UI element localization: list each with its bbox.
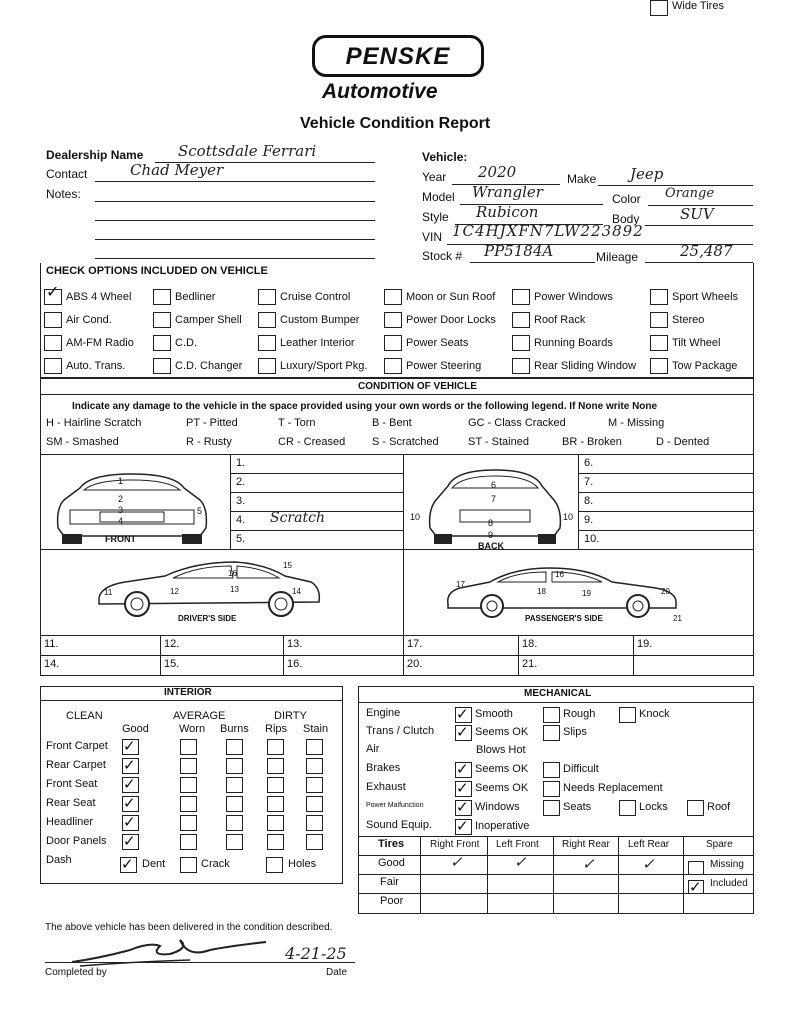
trans-ok-label: Seems OK — [475, 726, 529, 738]
front-num-2: 2 — [118, 494, 124, 504]
trans-slips-label: Slips — [563, 726, 587, 738]
divider — [518, 635, 519, 676]
tires-col-spare: Spare — [706, 839, 733, 850]
option-stereo-label: Stereo — [672, 314, 705, 326]
interior-row-label: Rear Carpet — [46, 759, 106, 771]
divider — [633, 635, 634, 676]
options-heading: CHECK OPTIONS INCLUDED ON VEHICLE — [46, 265, 268, 277]
sub-stain: Stain — [303, 723, 329, 735]
entry-label: 8. — [584, 495, 594, 507]
notes-line-1 — [95, 201, 375, 202]
mechanical-heading: MECHANICAL — [524, 688, 592, 699]
divider — [578, 492, 754, 493]
option-wide-tires-label: Wide Tires — [672, 0, 724, 12]
back-num-7: 7 — [491, 494, 497, 504]
power-seats-label: Seats — [563, 801, 592, 813]
engine-rough-checkbox[interactable] — [543, 707, 560, 723]
sound-inoperative-label: Inoperative — [475, 820, 530, 832]
option-sport-wheels-checkbox[interactable] — [650, 289, 668, 305]
legend-item: GC - Class Cracked — [468, 417, 566, 429]
option-custom-bumper-checkbox[interactable] — [258, 312, 276, 328]
divider — [40, 549, 754, 550]
divider — [403, 635, 404, 676]
legend-item: B - Bent — [372, 417, 412, 429]
interior-check: ✓ — [123, 737, 136, 755]
entry-label: 1. — [236, 457, 246, 469]
col-clean: CLEAN — [66, 710, 103, 722]
divider — [487, 836, 488, 914]
option-air-cond-label: Air Cond. — [66, 314, 112, 326]
pass-num-18: 18 — [537, 587, 546, 596]
engine-rough-label: Rough — [563, 708, 596, 720]
entry-label: 17. — [407, 638, 423, 650]
divider — [40, 394, 754, 395]
color-value[interactable]: Orange — [665, 186, 715, 201]
back-num-8: 8 — [488, 518, 494, 528]
option-power-seats-label: Power Seats — [406, 337, 469, 349]
contact-value[interactable]: Chad Meyer — [130, 161, 224, 179]
legend-item: M - Missing — [608, 417, 665, 429]
interior-checkbox[interactable] — [267, 758, 284, 774]
brakes-ok-check: ✓ — [456, 760, 469, 778]
front-num-4: 4 — [118, 516, 124, 526]
mech-row-label: Engine — [366, 707, 401, 719]
option-bedliner-label: Bedliner — [175, 291, 216, 303]
divider — [283, 635, 284, 676]
logo-text: PENSKE — [345, 43, 451, 70]
spare-missing-label: Missing — [710, 859, 744, 870]
tires-col-lf: Left Front — [496, 839, 539, 850]
option-camper-shell-checkbox[interactable] — [153, 312, 171, 328]
sound-inoperative-check: ✓ — [456, 817, 469, 835]
trans-slips-checkbox[interactable] — [543, 725, 560, 741]
interior-check: ✓ — [123, 756, 136, 774]
option-leather-interior-checkbox[interactable] — [258, 335, 276, 351]
date-value[interactable]: 4-21-25 — [285, 944, 347, 963]
option-tilt-wheel-checkbox[interactable] — [650, 335, 668, 351]
divider — [230, 492, 403, 493]
pass-num-19: 19 — [582, 589, 591, 598]
option-c-d-checkbox[interactable] — [153, 335, 171, 351]
divider — [160, 635, 161, 676]
trans-ok-check: ✓ — [456, 723, 469, 741]
entry-label: 9. — [584, 514, 594, 526]
option-power-windows-checkbox[interactable] — [512, 289, 530, 305]
tire-rr-good-mark[interactable]: ✓ — [582, 855, 595, 873]
date-label: Date — [326, 967, 348, 978]
dash-holes-checkbox[interactable] — [266, 857, 283, 873]
option-luxury-sport-pkg-label: Luxury/Sport Pkg. — [280, 360, 368, 372]
sub-worn: Worn — [179, 723, 206, 735]
front-num-5: 5 — [197, 506, 203, 516]
driver-num-15: 15 — [283, 561, 292, 570]
legend-item: H - Hairline Scratch — [46, 417, 142, 429]
entry-label: 19. — [637, 638, 653, 650]
divider — [40, 655, 754, 656]
interior-checkbox[interactable] — [180, 777, 197, 793]
interior-checkbox[interactable] — [267, 796, 284, 812]
engine-knock-checkbox[interactable] — [619, 707, 636, 723]
tires-heading: Tires — [378, 838, 405, 850]
power-locks-label: Locks — [639, 801, 668, 813]
legend-item: S - Scratched — [372, 436, 439, 448]
entry-label: 11. — [44, 638, 59, 650]
interior-checkbox[interactable] — [180, 796, 197, 812]
body-label: Body — [612, 212, 640, 226]
option-power-windows-label: Power Windows — [534, 291, 613, 303]
divider — [230, 473, 403, 474]
interior-row-label: Rear Seat — [46, 797, 96, 809]
divider — [40, 635, 754, 636]
contact-label: Contact — [46, 167, 88, 181]
interior-checkbox[interactable] — [180, 758, 197, 774]
dash-dent-check: ✓ — [121, 855, 134, 873]
option-am-fm-radio-checkbox[interactable] — [44, 335, 62, 351]
stock-label: Stock # — [422, 249, 463, 263]
entry-label: 3. — [236, 495, 246, 507]
tire-lf-good-mark[interactable]: ✓ — [514, 853, 527, 871]
option-roof-rack-checkbox[interactable] — [512, 312, 530, 328]
interior-checkbox[interactable] — [226, 834, 243, 850]
tires-row-fair: Fair — [380, 876, 399, 888]
interior-check: ✓ — [123, 794, 136, 812]
notes-line-3 — [95, 239, 375, 240]
brakes-difficult-checkbox[interactable] — [543, 762, 560, 778]
tires-row-poor: Poor — [380, 895, 404, 907]
mileage-label: Mileage — [596, 250, 639, 264]
interior-checkbox[interactable] — [306, 815, 323, 831]
divider — [683, 836, 684, 914]
spare-included-check: ✓ — [689, 878, 702, 896]
power-roof-checkbox[interactable] — [687, 800, 704, 816]
col-dirty: DIRTY — [274, 710, 307, 722]
interior-checkbox[interactable] — [180, 739, 197, 755]
interior-checkbox[interactable] — [306, 739, 323, 755]
divider — [578, 511, 754, 512]
year-value[interactable]: 2020 — [478, 163, 517, 181]
interior-row-label: Headliner — [46, 816, 94, 828]
interior-row-label: Dash — [46, 854, 72, 866]
pass-num-21: 21 — [673, 614, 682, 623]
divider — [358, 702, 754, 703]
delivery-statement: The above vehicle has been delivered in the condition described. — [45, 922, 333, 933]
passenger-side-label: PASSENGER'S SIDE — [525, 614, 603, 623]
dash-crack-label: Crack — [201, 858, 230, 870]
entry-label: 14. — [44, 658, 60, 670]
interior-checkbox[interactable] — [180, 834, 197, 850]
option-rear-sliding-window-label: Rear Sliding Window — [534, 360, 637, 372]
mech-row-label: Brakes — [366, 762, 401, 774]
engine-knock-label: Knock — [639, 708, 670, 720]
entry-label: 18. — [522, 638, 538, 650]
entry-label: 2. — [236, 476, 246, 488]
vehicle-heading: Vehicle: — [422, 150, 468, 164]
legend-item: T - Torn — [278, 417, 316, 429]
driver-side-label: DRIVER'S SIDE — [178, 614, 237, 623]
completed-by-label: Completed by — [45, 967, 107, 978]
divider — [618, 836, 619, 914]
entry-4-value[interactable]: Scratch — [270, 510, 325, 526]
power-locks-checkbox[interactable] — [619, 800, 636, 816]
dealership-label: Dealership Name — [46, 148, 144, 162]
make-value[interactable]: Jeep — [630, 165, 664, 183]
entry-label: 7. — [584, 476, 594, 488]
interior-check: ✓ — [123, 775, 136, 793]
back-label: BACK — [478, 541, 504, 551]
interior-check: ✓ — [123, 813, 136, 831]
stock-value[interactable]: PP5184A — [484, 242, 554, 260]
option-cruise-control-checkbox[interactable] — [258, 289, 276, 305]
option-power-door-locks-checkbox[interactable] — [384, 312, 402, 328]
page-title: Vehicle Condition Report — [300, 115, 491, 132]
legend-item: BR - Broken — [562, 436, 622, 448]
style-value[interactable]: Rubicon — [476, 203, 539, 221]
exhaust-ok-check: ✓ — [456, 779, 469, 797]
sub-burns: Burns — [220, 723, 249, 735]
option-power-steering-label: Power Steering — [406, 360, 482, 372]
power-roof-label: Roof — [707, 801, 731, 813]
engine-smooth-label: Smooth — [475, 708, 513, 720]
contact-line — [95, 181, 375, 182]
interior-row-label: Door Panels — [46, 835, 107, 847]
tires-row-good: Good — [378, 857, 405, 869]
engine-smooth-check: ✓ — [456, 705, 469, 723]
option-power-steering-checkbox[interactable] — [384, 358, 402, 374]
entry-label: 12. — [164, 638, 180, 650]
option-roof-rack-label: Roof Rack — [534, 314, 586, 326]
power-windows-check: ✓ — [456, 798, 469, 816]
sub-rips: Rips — [265, 723, 288, 735]
option-auto-trans-label: Auto. Trans. — [66, 360, 126, 372]
front-num-3: 3 — [118, 505, 124, 515]
dealership-value[interactable]: Scottsdale Ferrari — [178, 142, 317, 160]
driver-num-16: 16 — [228, 569, 237, 578]
interior-heading: INTERIOR — [164, 687, 212, 698]
divider — [40, 700, 343, 701]
interior-checkbox[interactable] — [306, 758, 323, 774]
option-c-d-label: C.D. — [175, 337, 197, 349]
divider — [553, 836, 554, 914]
option-moon-or-sun-roof-label: Moon or Sun Roof — [406, 291, 496, 303]
back-num-6: 6 — [491, 480, 497, 490]
signature-line — [45, 962, 355, 963]
mech-row-label: Power Malfunction — [366, 802, 424, 809]
logo-tagline: Automotive — [322, 80, 438, 103]
back-num-9: 9 — [488, 530, 494, 540]
pass-num-20: 20 — [661, 587, 670, 596]
interior-checkbox[interactable] — [180, 815, 197, 831]
option-am-fm-radio-label: AM-FM Radio — [66, 337, 134, 349]
divider — [578, 454, 579, 549]
divider — [230, 454, 231, 549]
interior-checkbox[interactable] — [267, 739, 284, 755]
option-sport-wheels-label: Sport Wheels — [672, 291, 739, 303]
dash-dent-label: Dent — [142, 858, 166, 870]
option-abs-4-wheel-check: ✓ — [46, 282, 60, 301]
air-blows-hot-label: Blows Hot — [476, 744, 526, 756]
interior-checkbox[interactable] — [226, 739, 243, 755]
mech-row-label: Trans / Clutch — [366, 725, 435, 737]
legend-item: CR - Creased — [278, 436, 346, 448]
option-moon-or-sun-roof-checkbox[interactable] — [384, 289, 402, 305]
condition-instruction: Indicate any damage to the vehicle in the space provided using your own words or the following legend. If None write None — [72, 401, 658, 412]
style-label: Style — [422, 210, 449, 224]
option-custom-bumper-label: Custom Bumper — [280, 314, 360, 326]
driver-num-13: 13 — [230, 585, 239, 594]
driver-num-12: 12 — [170, 587, 179, 596]
option-tow-package-label: Tow Package — [672, 360, 738, 372]
option-tilt-wheel-label: Tilt Wheel — [672, 337, 721, 349]
model-label: Model — [422, 190, 455, 204]
divider — [230, 530, 403, 531]
legend-item: D - Dented — [656, 436, 710, 448]
power-windows-label: Windows — [475, 801, 520, 813]
penske-logo — [312, 35, 484, 77]
interior-checkbox[interactable] — [267, 815, 284, 831]
pass-num-16: 16 — [555, 570, 564, 579]
entry-label: 16. — [287, 658, 303, 670]
option-leather-interior-label: Leather Interior — [280, 337, 355, 349]
option-air-cond-checkbox[interactable] — [44, 312, 62, 328]
divider — [40, 454, 754, 455]
option-running-boards-checkbox[interactable] — [512, 335, 530, 351]
entry-label: 5. — [236, 533, 246, 545]
entry-label: 6. — [584, 457, 594, 469]
option-rear-sliding-window-checkbox[interactable] — [512, 358, 530, 374]
notes-label: Notes: — [46, 187, 81, 201]
tires-col-rr: Right Rear — [562, 839, 610, 850]
front-label: FRONT — [105, 534, 136, 544]
option-stereo-checkbox[interactable] — [650, 312, 668, 328]
tires-col-rf: Right Front — [430, 839, 480, 850]
option-c-d-changer-label: C.D. Changer — [175, 360, 243, 372]
tire-rf-good-mark[interactable]: ✓ — [450, 853, 463, 871]
option-luxury-sport-pkg-checkbox[interactable] — [258, 358, 276, 374]
sub-good: Good — [122, 723, 149, 735]
option-cruise-control-label: Cruise Control — [280, 291, 351, 303]
body-line — [645, 225, 753, 226]
option-abs-4-wheel-label: ABS 4 Wheel — [66, 291, 132, 303]
driver-num-11: 11 — [104, 588, 113, 597]
col-average: AVERAGE — [173, 710, 226, 722]
notes-line-4 — [95, 258, 375, 259]
front-num-1: 1 — [118, 476, 124, 486]
color-label: Color — [612, 192, 641, 206]
exhaust-needs-replacement-checkbox[interactable] — [543, 781, 560, 797]
back-num-10-left: 10 — [410, 512, 421, 522]
model-value[interactable]: Wrangler — [472, 183, 543, 201]
divider — [578, 473, 754, 474]
entry-label: 21. — [522, 658, 538, 670]
interior-checkbox[interactable] — [226, 777, 243, 793]
interior-row-label: Front Seat — [46, 778, 98, 790]
divider — [420, 836, 421, 914]
dash-crack-checkbox[interactable] — [180, 857, 197, 873]
interior-checkbox[interactable] — [226, 796, 243, 812]
divider — [403, 454, 404, 635]
entry-label: 15. — [164, 658, 180, 670]
option-running-boards-label: Running Boards — [534, 337, 613, 349]
pass-num-17: 17 — [456, 580, 465, 589]
interior-checkbox[interactable] — [306, 777, 323, 793]
legend-item: R - Rusty — [186, 436, 232, 448]
divider — [358, 855, 754, 856]
notes-line-2 — [95, 220, 375, 221]
divider — [578, 530, 754, 531]
divider — [358, 836, 754, 837]
option-auto-trans-checkbox[interactable] — [44, 358, 62, 374]
option-wide-tires-checkbox[interactable] — [650, 0, 668, 16]
vin-value[interactable]: 1C4HJXFN7LW223892 — [452, 222, 644, 240]
interior-checkbox[interactable] — [226, 758, 243, 774]
option-power-seats-checkbox[interactable] — [384, 335, 402, 351]
body-value[interactable]: SUV — [680, 205, 714, 223]
mech-row-label: Exhaust — [366, 781, 406, 793]
vin-label: VIN — [422, 230, 443, 244]
option-bedliner-checkbox[interactable] — [153, 289, 171, 305]
interior-checkbox[interactable] — [226, 815, 243, 831]
interior-row-label: Front Carpet — [46, 740, 108, 752]
interior-checkbox[interactable] — [306, 834, 323, 850]
interior-check: ✓ — [123, 832, 136, 850]
back-car-diagram — [420, 466, 570, 548]
tires-col-lr: Left Rear — [628, 839, 670, 850]
option-power-door-locks-label: Power Door Locks — [406, 314, 496, 326]
mech-row-label: Sound Equip. — [366, 819, 433, 831]
interior-checkbox[interactable] — [267, 777, 284, 793]
exhaust-needs-replacement-label: Needs Replacement — [563, 782, 663, 794]
brakes-ok-label: Seems OK — [475, 763, 529, 775]
spare-missing-checkbox[interactable] — [688, 861, 704, 875]
brakes-difficult-label: Difficult — [563, 763, 599, 775]
legend-item: PT - Pitted — [186, 417, 238, 429]
mech-row-label: Air — [366, 743, 380, 755]
power-seats-checkbox[interactable] — [543, 800, 560, 816]
entry-label: 13. — [287, 638, 303, 650]
entry-label: 20. — [407, 658, 423, 670]
entry-label: 4. — [236, 514, 246, 526]
driver-num-14: 14 — [292, 587, 301, 596]
legend-item: ST - Stained — [468, 436, 529, 448]
spare-included-label: Included — [710, 878, 748, 889]
back-num-10-right: 10 — [563, 512, 574, 522]
condition-heading: CONDITION OF VEHICLE — [358, 381, 477, 392]
tire-lr-good-mark[interactable]: ✓ — [642, 855, 655, 873]
option-tow-package-checkbox[interactable] — [650, 358, 668, 374]
option-camper-shell-label: Camper Shell — [175, 314, 242, 326]
option-c-d-changer-checkbox[interactable] — [153, 358, 171, 374]
exhaust-ok-label: Seems OK — [475, 782, 529, 794]
dash-holes-label: Holes — [288, 858, 317, 870]
legend-item: SM - Smashed — [46, 436, 119, 448]
year-label: Year — [422, 170, 447, 184]
interior-checkbox[interactable] — [267, 834, 284, 850]
entry-label: 10. — [584, 533, 600, 545]
mileage-value[interactable]: 25,487 — [680, 242, 733, 260]
make-label: Make — [567, 172, 597, 186]
interior-checkbox[interactable] — [306, 796, 323, 812]
